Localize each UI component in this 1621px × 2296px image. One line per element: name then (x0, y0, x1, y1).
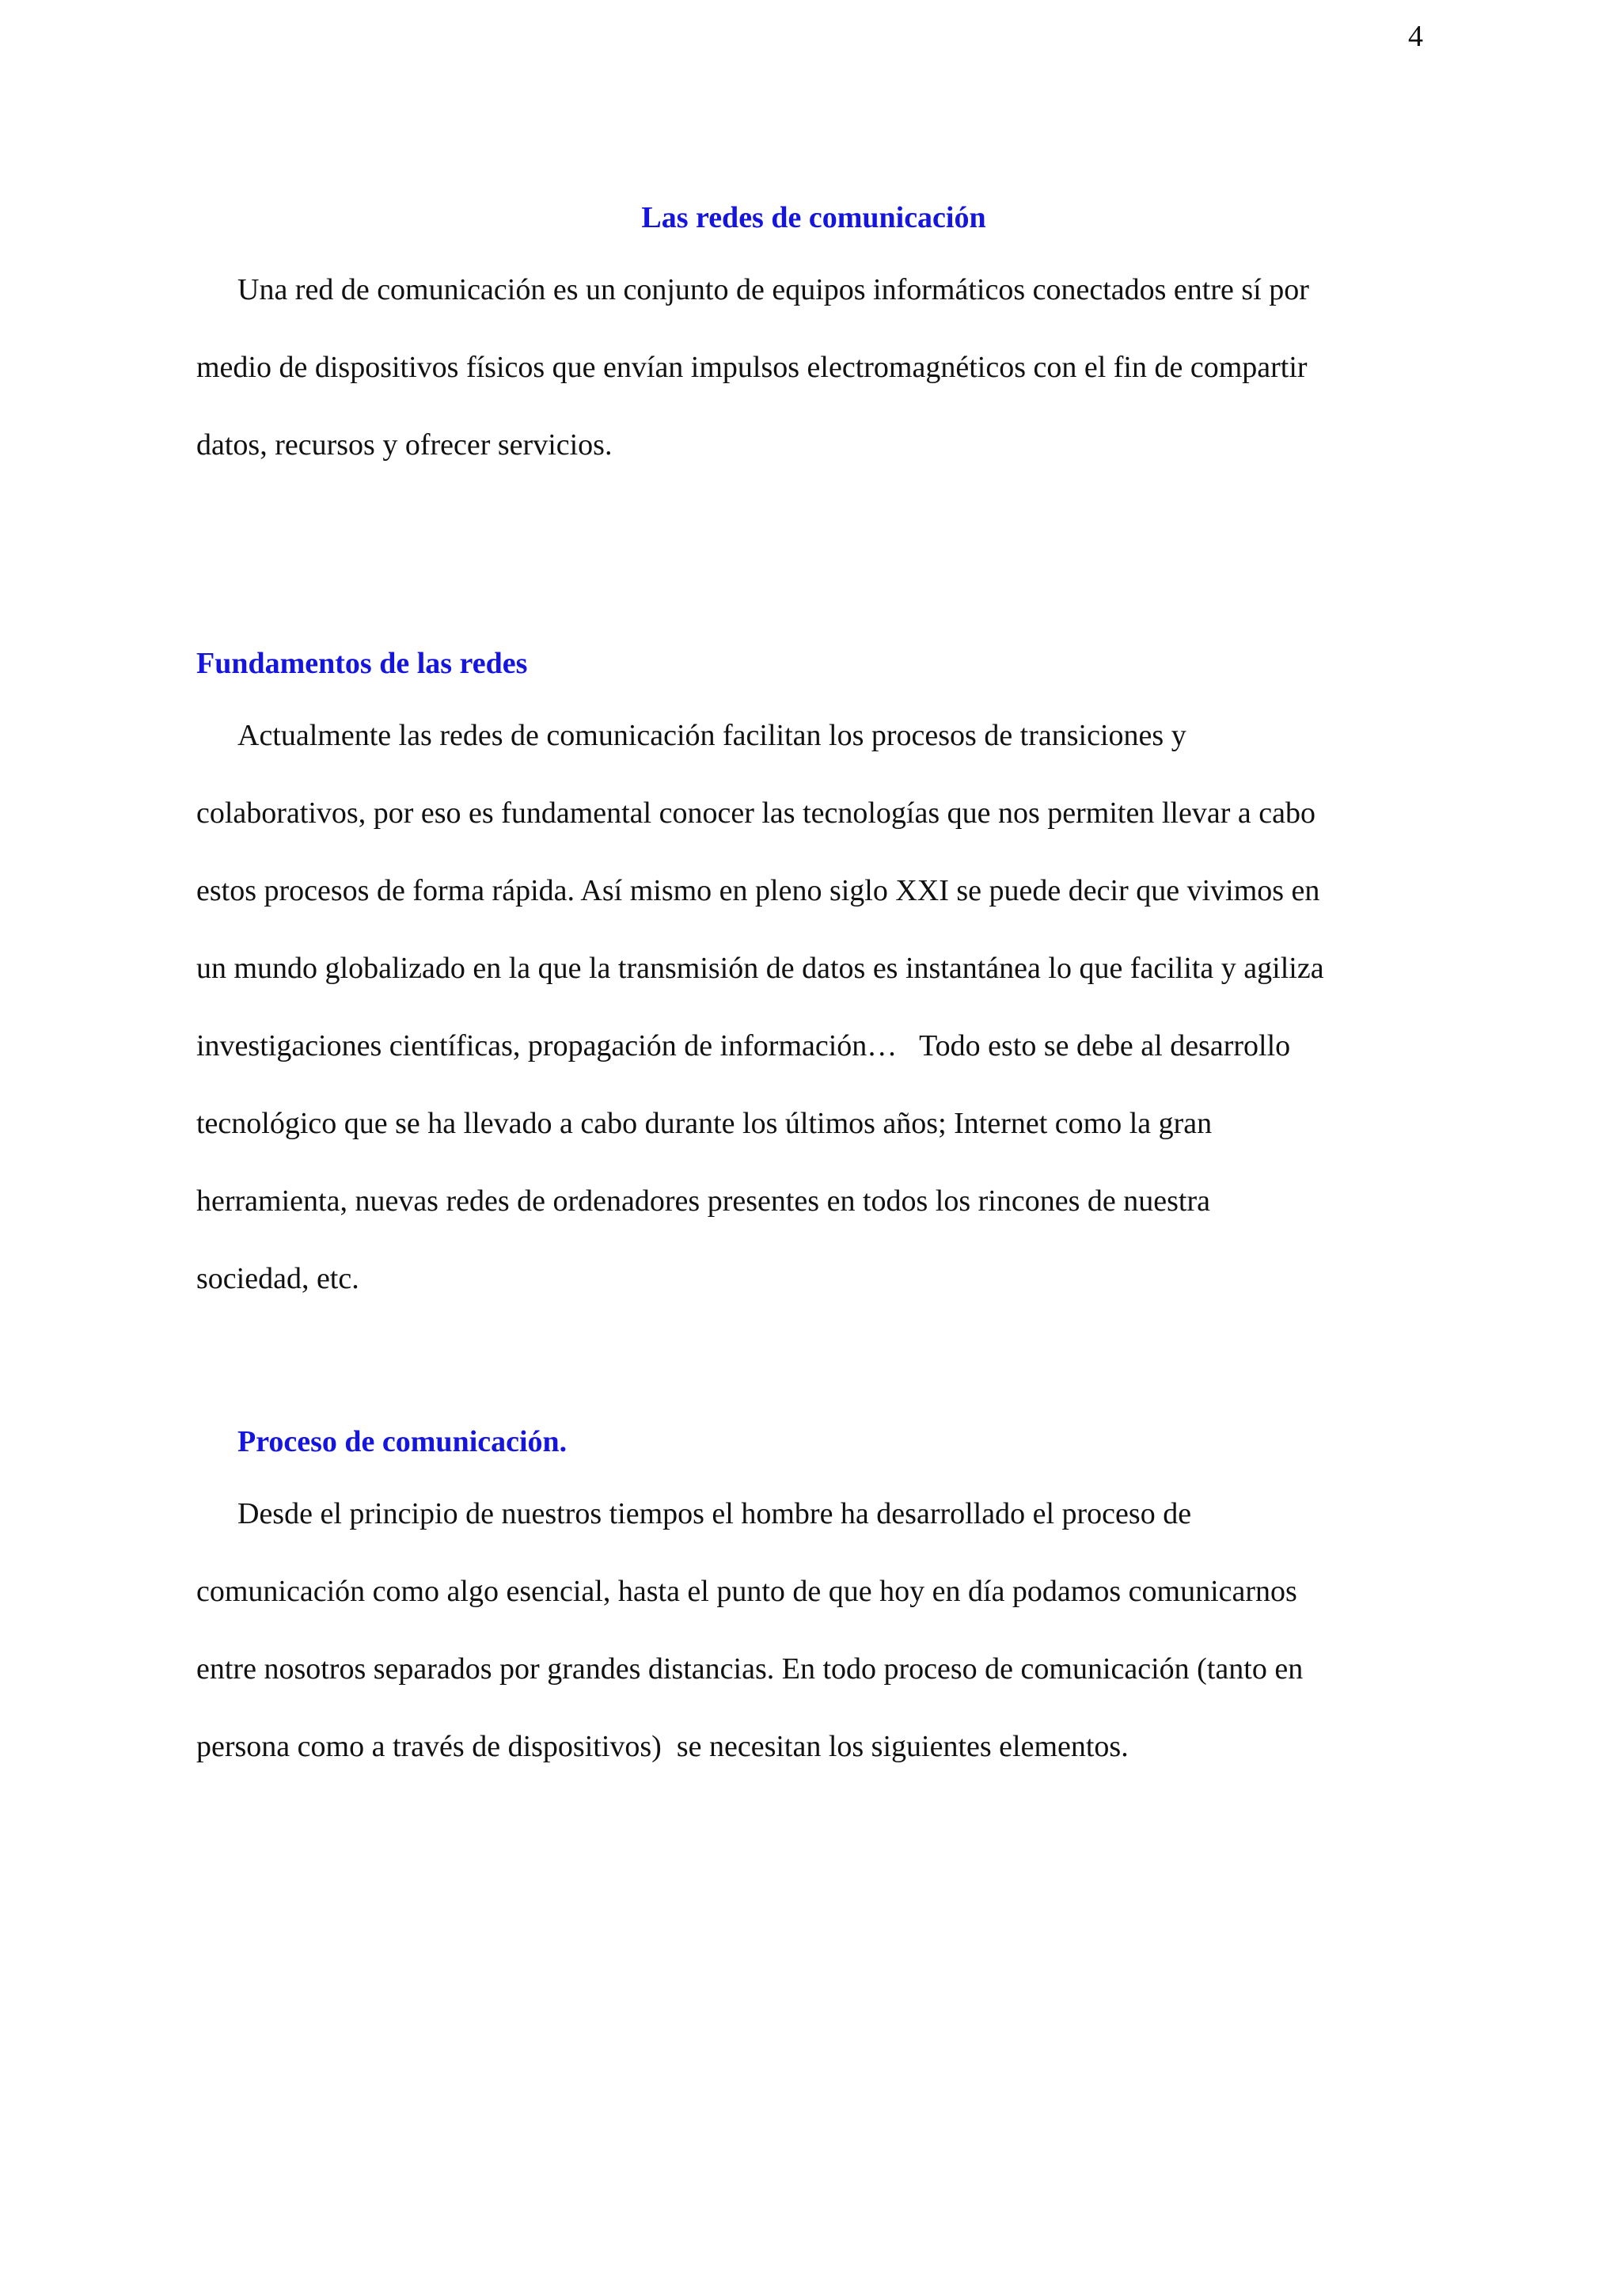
document-body (196, 196, 1431, 1785)
paragraph-line: sociedad, etc. (196, 1262, 359, 1295)
paragraph-line: persona como a través de dispositivos) se necesitan los siguientes elementos. (196, 1730, 1129, 1763)
paragraph-line: herramienta, nuevas redes de ordenadores presentes en todos los rincones de nuestra (196, 1184, 1210, 1218)
paragraph-line: datos, recursos y ofrecer servicios. (196, 428, 613, 462)
paragraph-line: comunicación como algo esencial, hasta el punto de que hoy en día podamos comunicarnos (196, 1575, 1297, 1608)
paragraph-line: Desde el principio de nuestros tiempos el hombre ha desarrollado el proceso de (237, 1497, 1192, 1530)
page-number: 4 (1408, 20, 1423, 53)
paragraph-line: Actualmente las redes de comunicación facilitan los procesos de transiciones y (237, 719, 1186, 752)
section-title-proceso-comunicacion: Proceso de comunicación. (237, 1425, 568, 1458)
paragraph-line: investigaciones científicas, propagación de información… Todo esto se debe al desarrollo (196, 1029, 1291, 1062)
paragraph-fundamentos (196, 697, 1431, 1317)
paragraph-line: entre nosotros separados por grandes distancias. En todo proceso de comunicación (tanto en (196, 1652, 1304, 1686)
section-title-redes-comunicacion: Las redes de comunicación (641, 201, 986, 234)
paragraph-line: tecnológico que se ha llevado a cabo durante los últimos años; Internet como la gran (196, 1107, 1213, 1140)
paragraph-line: colaborativos, por eso es fundamental conocer las tecnologías que nos permiten llevar a cabo (196, 796, 1315, 830)
section-title-fundamentos: Fundamentos de las redes (196, 647, 528, 680)
paragraph-line: medio de dispositivos físicos que envían impulsos electromagnéticos con el fin de compartir (196, 351, 1308, 384)
paragraph-line: Una red de comunicación es un conjunto de equipos informáticos conectados entre sí por (237, 273, 1309, 306)
paragraph-redes-comunicacion (196, 251, 1431, 484)
paragraph-proceso-comunicacion (196, 1475, 1431, 1785)
paragraph-line: un mundo globalizado en la que la transmisión de datos es instantánea lo que facilita y agiliza (196, 952, 1324, 985)
paragraph-line: estos procesos de forma rápida. Así mismo en pleno siglo XXI se puede decir que vivimos en (196, 874, 1320, 907)
